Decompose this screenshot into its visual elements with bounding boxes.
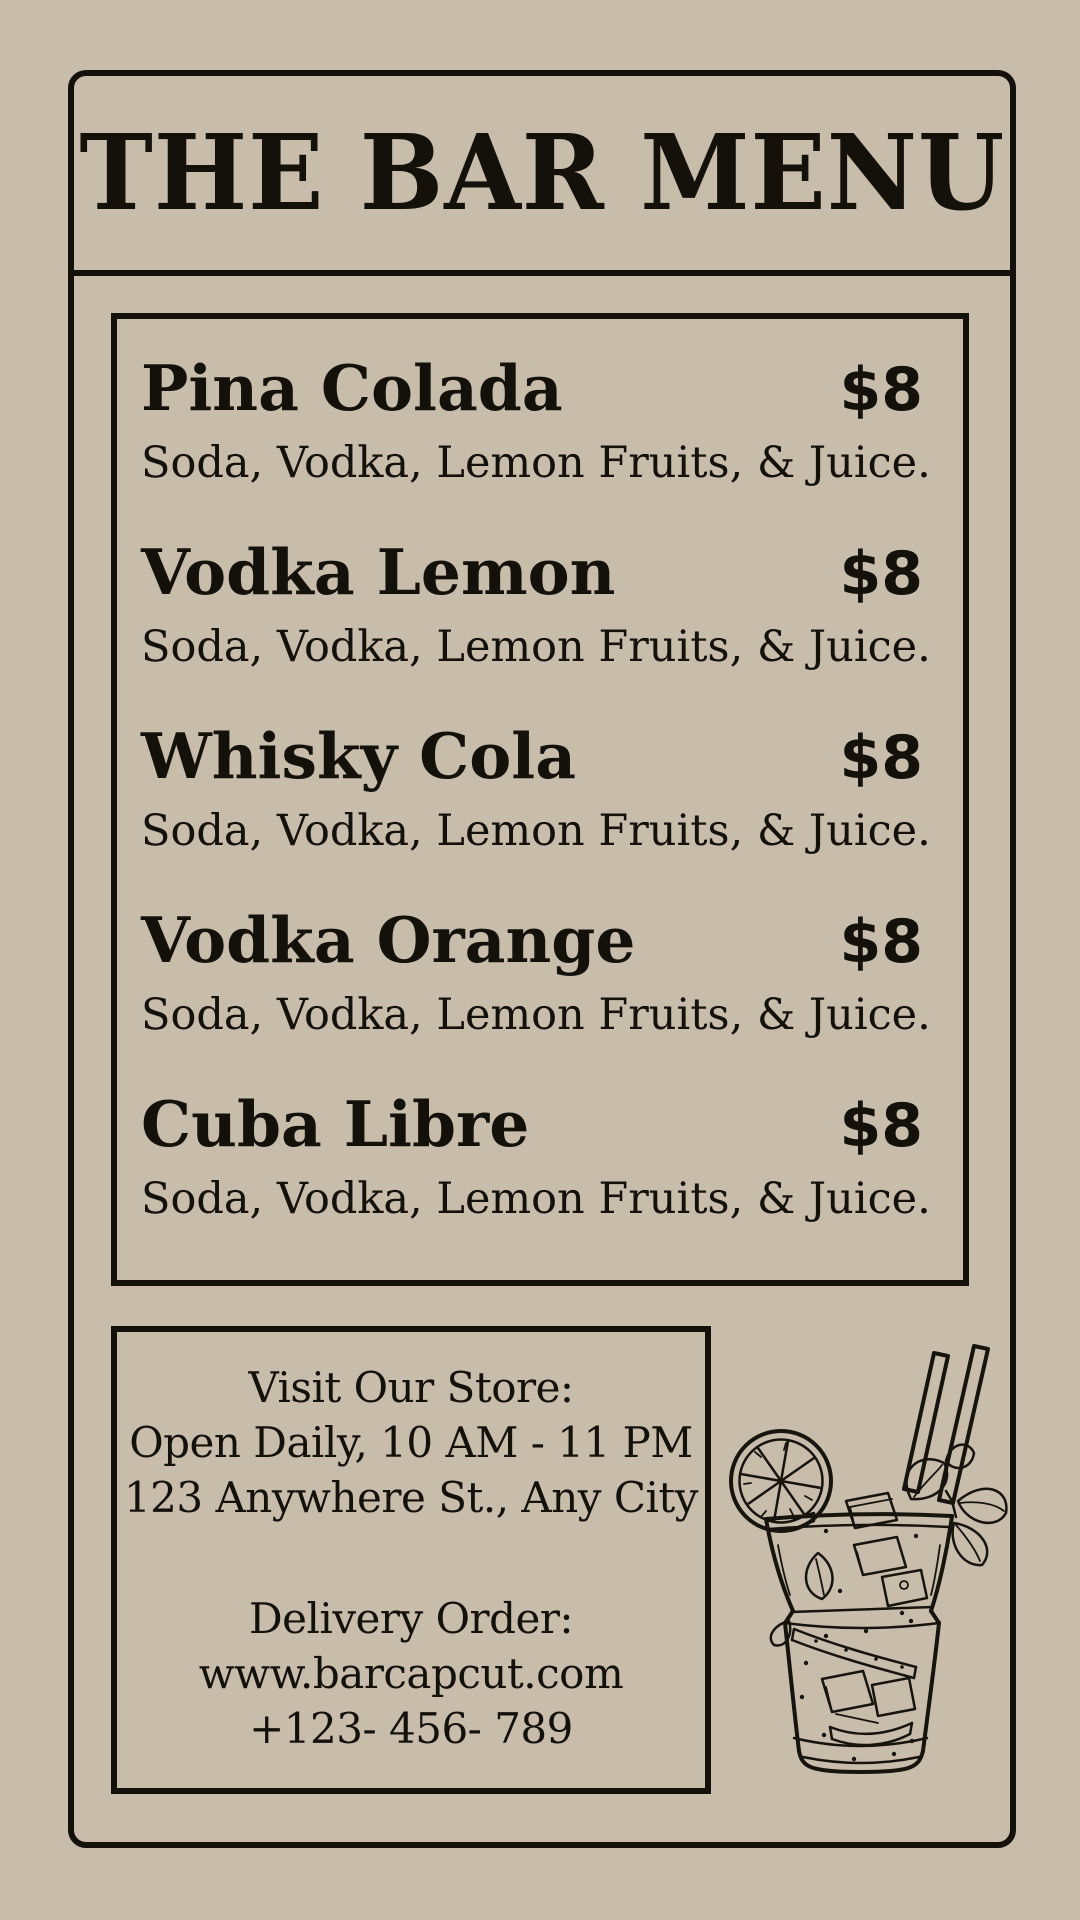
item-name: Whisky Cola: [141, 719, 577, 793]
item-name: Cuba Libre: [141, 1087, 530, 1161]
item-description: Soda, Vodka, Lemon Fruits, & Juice.: [141, 622, 931, 672]
menu-item-row: [141, 719, 923, 793]
info-spacer: [117, 1525, 705, 1591]
item-price: $8: [839, 1091, 923, 1161]
menu-item-row: [141, 1087, 923, 1161]
item-description: Soda, Vodka, Lemon Fruits, & Juice.: [141, 438, 931, 488]
menu-item-row: [141, 903, 923, 977]
menu-item-row: [141, 351, 923, 425]
menu-item: [141, 535, 931, 672]
poster-frame: [68, 70, 1016, 1848]
item-price: $8: [839, 355, 923, 425]
delivery-heading: Delivery Order:: [248, 1594, 574, 1643]
address-line: 123 Anywhere St., Any City: [123, 1473, 699, 1522]
menu-item: [141, 1087, 931, 1224]
item-name: Pina Colada: [141, 351, 563, 425]
store-info-box: [111, 1326, 711, 1794]
menu-item-row: [141, 535, 923, 609]
item-price: $8: [839, 723, 923, 793]
page-title: THE BAR MENU: [79, 111, 1005, 234]
item-price: $8: [839, 907, 923, 977]
menu-box: [111, 313, 969, 1286]
ice-cube-icon: [882, 1570, 927, 1606]
item-description: Soda, Vodka, Lemon Fruits, & Juice.: [141, 1174, 931, 1224]
website-line: www.barcapcut.com: [198, 1649, 624, 1698]
ice-cube-icon: [872, 1678, 915, 1716]
phone-line: +123- 456- 789: [249, 1704, 573, 1753]
straw-icon: [904, 1353, 948, 1492]
item-name: Vodka Orange: [141, 903, 636, 977]
item-name: Vodka Lemon: [141, 535, 616, 609]
mint-leaf-icon: [958, 1489, 1006, 1523]
lemon-slice-icon: [830, 1723, 912, 1734]
title-block: [74, 76, 1010, 276]
item-price: $8: [839, 539, 923, 609]
menu-item: [141, 351, 931, 488]
item-description: Soda, Vodka, Lemon Fruits, & Juice.: [141, 806, 931, 856]
visit-heading: Visit Our Store:: [248, 1363, 574, 1412]
item-description: Soda, Vodka, Lemon Fruits, & Juice.: [141, 990, 931, 1040]
menu-item: [141, 719, 931, 856]
menu-item: [141, 903, 931, 1040]
cocktail-glass-illustration: [706, 1331, 1018, 1778]
hours-line: Open Daily, 10 AM - 11 PM: [129, 1418, 693, 1467]
cocktail-glass-icon: [706, 1331, 1018, 1778]
